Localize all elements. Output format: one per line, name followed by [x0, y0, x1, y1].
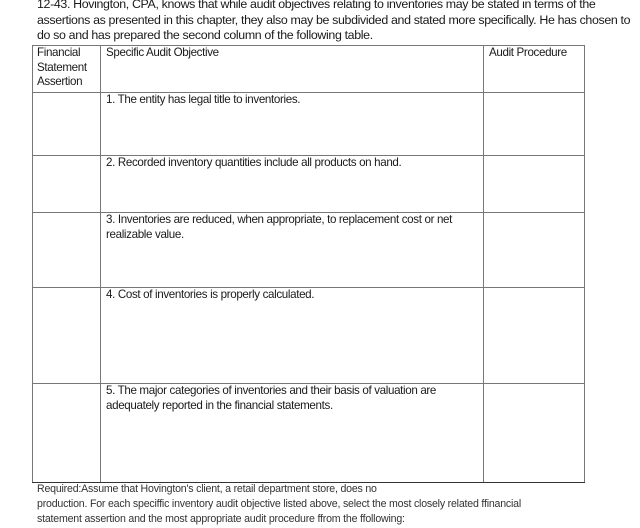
assertion-cell[interactable] — [33, 384, 101, 483]
required-line-1: Required:Assume that Hovington's client, a retail department store, does no — [37, 483, 377, 495]
objective-cell: 4. Cost of inventories is properly calculated. — [101, 288, 484, 384]
problem-intro: 12-43. Hovington, CPA, knows that while audit objectives relating to inventories may be stated in terms of the assertions as presented in this chapter, they also may be subdivided and stated more specifically. He has chosen to do so and has prepared the second column of the following table. — [37, 0, 631, 42]
objective-cell: 2. Recorded inventory quantities include all products on hand. — [101, 156, 484, 213]
header-assertion: Financial Statement Assertion — [33, 46, 101, 93]
assertion-cell[interactable] — [33, 213, 101, 288]
table-row — [33, 213, 585, 288]
procedure-cell[interactable] — [484, 213, 585, 288]
procedure-cell[interactable] — [484, 156, 585, 213]
table-row — [33, 156, 585, 213]
assertion-cell[interactable] — [33, 156, 101, 213]
table-row — [33, 93, 585, 156]
required-line-3: statement assertion and the most appropriate audit procedure ffrom the ffollowing: — [37, 513, 405, 525]
audit-objectives-table — [32, 45, 585, 483]
assertion-cell[interactable] — [33, 288, 101, 384]
objective-cell: 1. The entity has legal title to inventories. — [101, 93, 484, 156]
header-objective: Specific Audit Objective — [101, 46, 484, 93]
header-procedure: Audit Procedure — [484, 46, 585, 93]
required-line-2: production. For each speciffic inventory audit objective listed above, select the most closely related ffinancial — [37, 498, 522, 510]
objective-cell: 5. The major categories of inventories and their basis of valuation are adequately reported in the financial statements. — [101, 384, 484, 483]
procedure-cell[interactable] — [484, 288, 585, 384]
assertion-cell[interactable] — [33, 93, 101, 156]
table-header-row — [33, 46, 585, 93]
required-instructions — [37, 482, 637, 527]
procedure-cell[interactable] — [484, 93, 585, 156]
table-row — [33, 384, 585, 483]
procedure-cell[interactable] — [484, 384, 585, 483]
objective-cell: 3. Inventories are reduced, when appropriate, to replacement cost or net realizable value. — [101, 213, 484, 288]
table-row — [33, 288, 585, 384]
